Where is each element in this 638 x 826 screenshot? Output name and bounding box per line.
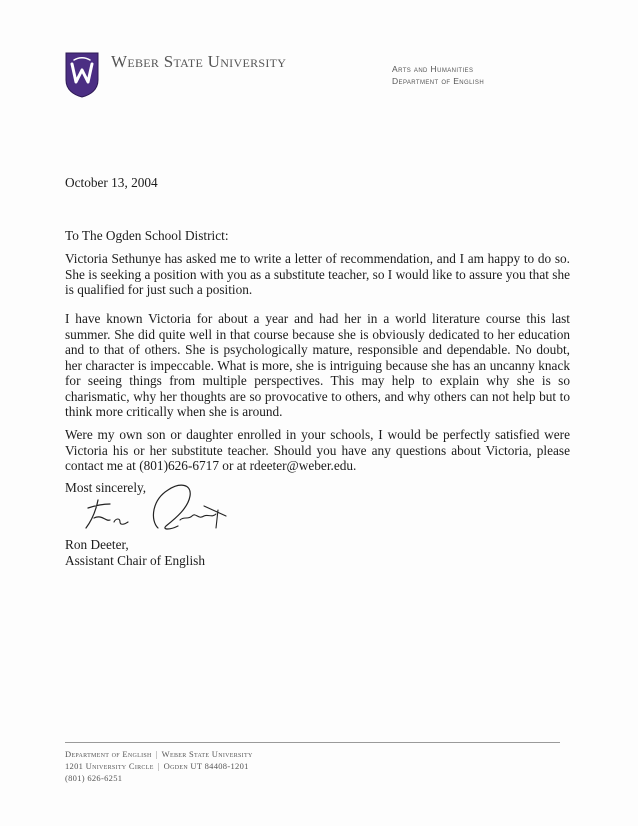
closing: Most sincerely, — [65, 480, 147, 495]
footer-line-2 — [65, 760, 253, 772]
footer-university: Weber State University — [161, 749, 253, 759]
footer-city: Ogden UT 84408-1201 — [163, 761, 249, 771]
footer-divider — [65, 742, 560, 743]
division-name: Arts and Humanities — [392, 64, 474, 74]
handwritten-signature — [80, 470, 240, 540]
paragraph-1: Victoria Sethunye has asked me to write a letter of recommendation, and I am happy to do so. She is seeking a position with you as a substitute teacher, so I would like to assure you that she is qualified for just such a position. — [65, 251, 570, 297]
signer-name: Ron Deeter, — [65, 537, 129, 552]
footer-separator: | — [157, 761, 160, 771]
salutation: To The Ogden School District: — [65, 228, 229, 243]
paragraph-2: I have known Victoria for about a year and had her in a world literature course this last summer. She did quite well in that course because she is obviously dedicated to her education and to that of others. She is psychologically mature, responsible and dependable. No doubt, her character is impeccable. What is more, she is intriguing because she has an uncanny knack for seeing things from multiple perspectives. This may help to explain why she is so charismatic, why her thoughts are so provocative to others, and why others can not help but to think more critically when she is around. — [65, 311, 570, 419]
department-header — [392, 63, 484, 87]
footer-phone: (801) 626-6251 — [65, 773, 123, 783]
signer-block — [65, 537, 205, 569]
signer-title: Assistant Chair of English — [65, 553, 205, 568]
footer-address: 1201 University Circle — [65, 761, 154, 771]
footer-separator: | — [155, 749, 158, 759]
department-name: Department of English — [392, 76, 485, 86]
footer-line-1 — [65, 748, 253, 760]
paragraph-3: Were my own son or daughter enrolled in your schools, I would be perfectly satisfied were Victoria his or her substitute teacher. Should you have any questions about Victoria, please contact me at (801)626-6717 or at rdeeter@weber.edu. — [65, 427, 570, 473]
footer-department: Department of English — [65, 749, 152, 759]
university-name: Weber State University — [111, 52, 287, 71]
university-crest-logo — [65, 52, 99, 98]
letter-date: October 13, 2004 — [65, 175, 158, 190]
footer — [65, 748, 253, 784]
